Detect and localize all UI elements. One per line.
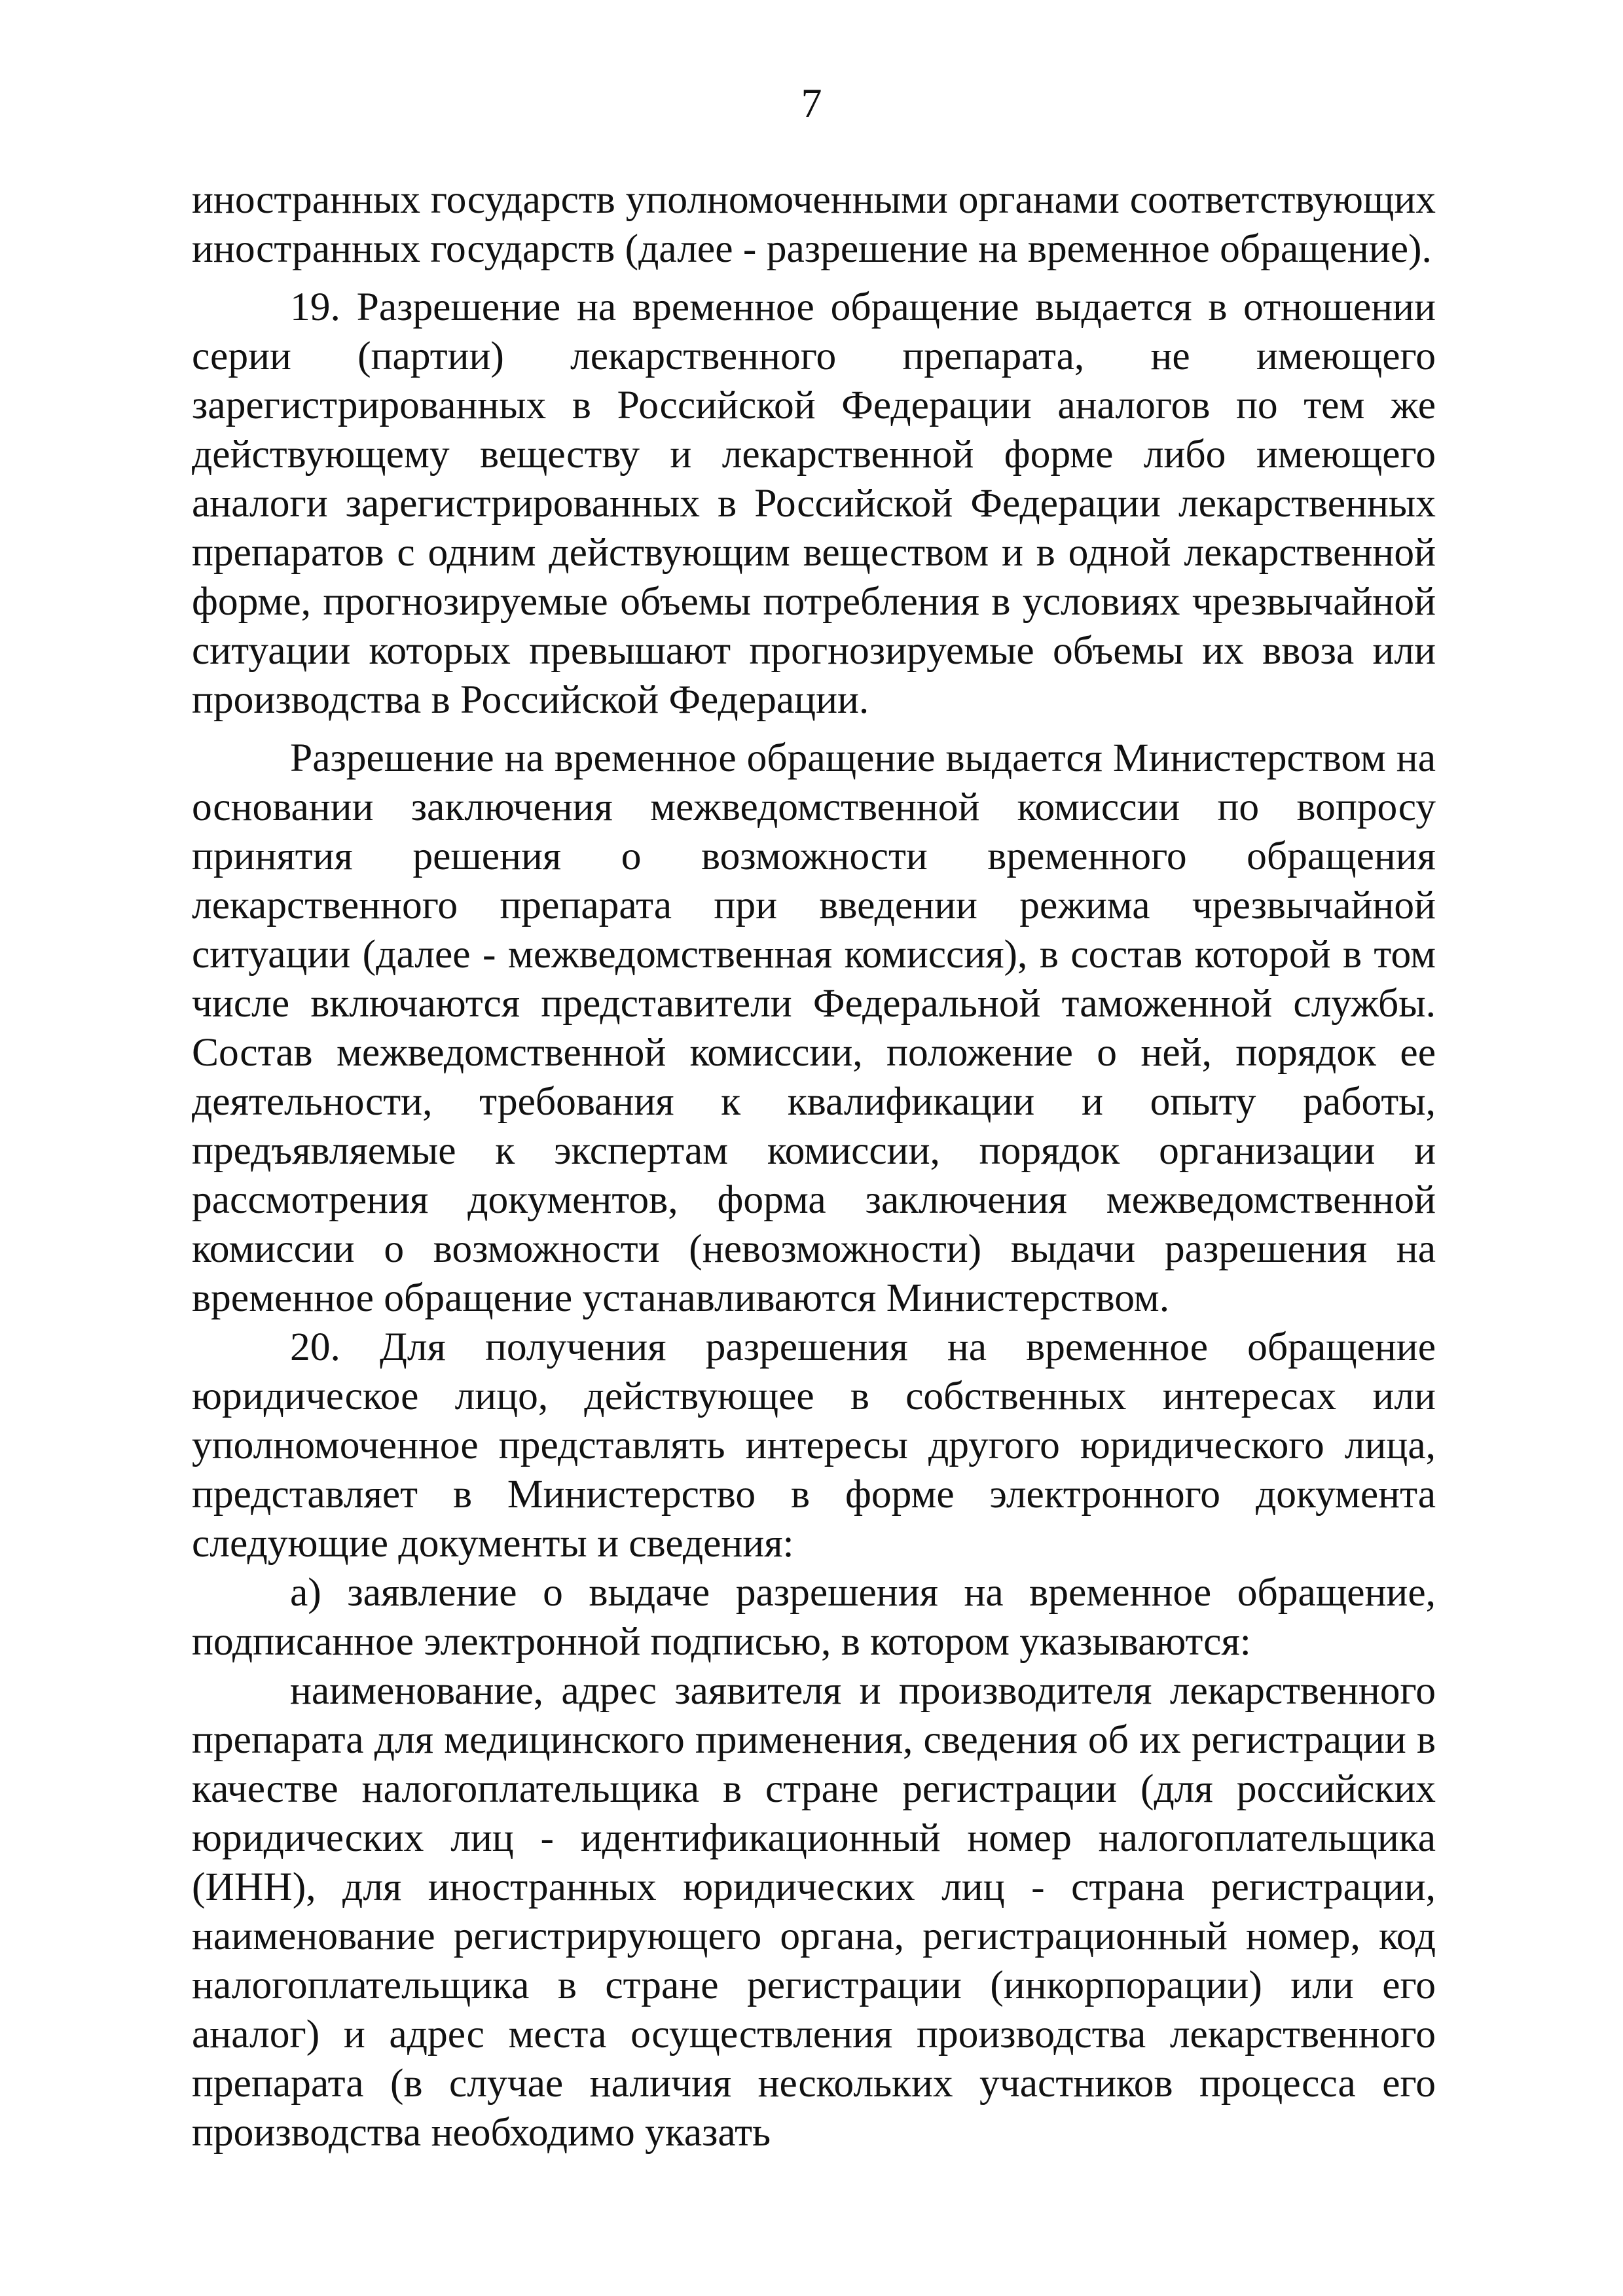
page-number: 7 bbox=[801, 80, 822, 126]
paragraph-item-20: 20. Для получения разрешения на временное обращение юридическое лицо, действующее в собственных интересах или уполномоченное представлять интересы другого юридического лица, представляет в Министерство в форме электронного документа следующие документы и сведения: bbox=[192, 1325, 1436, 1566]
paragraph-continuation: иностранных государств уполномоченными органами соответствующих иностранных государств (далее - разрешение на временное обращение). bbox=[192, 177, 1436, 271]
paragraph-commission: Разрешение на временное обращение выдается Министерством на основании заключения межведомственной комиссии по вопросу принятия решения о возможности временного обращения лекарственного препарата при введении режима чрезвычайной ситуации (далее - межведомственная комиссия), в состав которой в том числе включаются представители Федеральной таможенной службы. Состав межведомственной комиссии, положение о ней, порядок ее деятельности, требования к квалификации и опыту работы, предъявляемые к экспертам комиссии, порядок организации и рассмотрения документов, форма заключения межведомственной комиссии о возможности (невозможности) выдачи разрешения на временное обращение устанавливаются Министерством. bbox=[192, 736, 1436, 1320]
paragraph-applicant-details: наименование, адрес заявителя и производителя лекарственного препарата для медицинского применения, сведения об их регистрации в качестве налогоплательщика в стране регистрации (для российских юридических лиц - идентификационный номер налогоплательщика (ИНН), для иностранных юридических лиц - страна регистрации, наименование регистрирующего органа, регистрационный номер, код налогоплательщика в стране регистрации (инкорпорации) или его аналог) и адрес места осуществления производства лекарственного препарата (в случае наличия нескольких участников процесса его производства необходимо указать bbox=[192, 1668, 1436, 2155]
paragraph-item-19: 19. Разрешение на временное обращение выдается в отношении серии (партии) лекарственного препарата, не имеющего зарегистрированных в Российской Федерации аналогов по тем же действующему веществу и лекарственной форме либо имеющего аналоги зарегистрированных в Российской Федерации лекарственных препаратов с одним действующим веществом и в одной лекарственной форме, прогнозируемые объемы потребления в условиях чрезвычайной ситуации которых превышают прогнозируемые объемы их ввоза или производства в Российской Федерации. bbox=[192, 285, 1436, 722]
paragraph-subitem-a: а) заявление о выдаче разрешения на временное обращение, подписанное электронной подписью, в котором указываются: bbox=[192, 1570, 1436, 1664]
body-text bbox=[192, 175, 1436, 2157]
